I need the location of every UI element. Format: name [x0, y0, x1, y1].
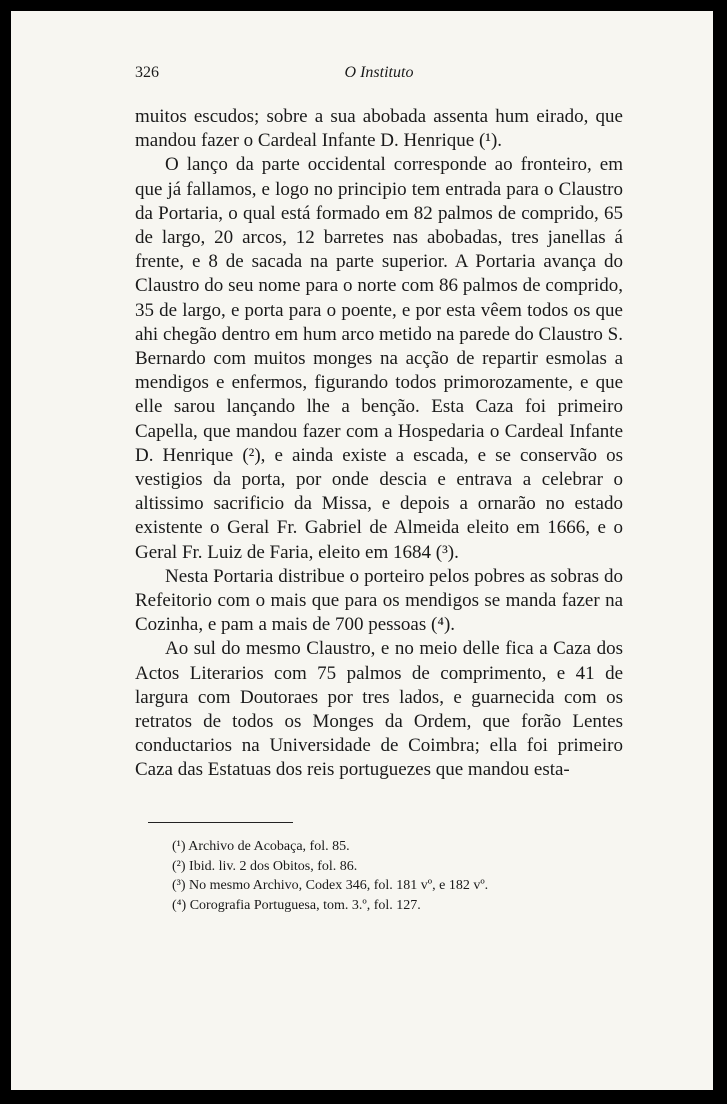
paragraph: O lanço da parte occidental corresponde ao fronteiro, em que já fallamos, e logo no principio tem entrada para o Claustro da Portaria, o qual está formado em 82 palmos de comprido, 65 de largo, 20 arcos, 12 barretes nas abobadas, tres janellas á frente, e 8 de sacada na parte superior. A Portaria avança do Claustro do seu nome para o norte com 86 palmos de comprido, 35 de largo, e porta para o poente, e por esta vêem todos os que ahi chegão dentro em hum arco metido na parede do Claustro S. Bernardo com muitos monges na acção de repartir esmolas a mendigos e enfermos, figurando todos primorozamente, e que elle sarou lançando lhe a benção. Esta Caza foi primeiro Capella, que mandou fazer com a Hospedaria o Cardeal Infante D. Henrique (²), e ainda existe a escada, e se conservão os vestigios da porta, por onde descia e entrava a celebrar o altissimo sacrificio da Missa, e depois a ornarão no estado existente o Geral Fr. Gabriel de Almeida eleito em 1666, e o Geral Fr. Luiz de Faria, eleito em 1684 (³). — [135, 154, 623, 563]
footnote-mark: (³) — [172, 878, 186, 893]
running-title: O Instituto — [344, 64, 414, 81]
paragraph: muitos escudos; sobre a sua abobada assenta hum eirado, que mandou fazer o Cardeal Infante D. Henrique (¹). — [135, 106, 623, 152]
footnote-text: Ibid. liv. 2 dos Obitos, fol. 86. — [189, 858, 358, 874]
footnote-text: Corografia Portuguesa, tom. 3.º, fol. 127. — [189, 897, 421, 913]
footnote-rule — [148, 822, 293, 823]
footnote-text: Archivo de Acobaça, fol. 85. — [188, 839, 350, 854]
footnote — [172, 857, 612, 877]
paragraph: Nesta Portaria distribue o porteiro pelos pobres as sobras do Refeitorio com o mais que para os mendigos se manda fazer na Cozinha, e pam a mais de 700 pessoas (⁴). — [135, 565, 623, 636]
footnote — [172, 896, 612, 916]
footnote-mark: (²) — [172, 858, 186, 874]
paragraph: Ao sul do mesmo Claustro, e no meio delle fica a Caza dos Actos Literarios com 75 palmos de comprimento, e 41 de largura com Doutoraes por tres lados, e guarnecida com os retratos de todos os Monges da Ordem, que forão Lentes conductarios na Universidade de Coimbra; ella foi primeiro Caza das Estatuas dos reis portuguezes que mandou esta- — [135, 638, 623, 781]
footnote-mark: (¹) — [172, 839, 186, 854]
footnote-mark: (⁴) — [172, 897, 187, 913]
footnote-text: No mesmo Archivo, Codex 346, fol. 181 vº, e 182 vº. — [189, 878, 489, 893]
page-number: 326 — [135, 64, 159, 81]
footnotes — [172, 837, 612, 915]
footnote — [172, 837, 612, 857]
footnote — [172, 876, 612, 896]
running-head — [135, 64, 623, 86]
body-text — [135, 105, 623, 783]
